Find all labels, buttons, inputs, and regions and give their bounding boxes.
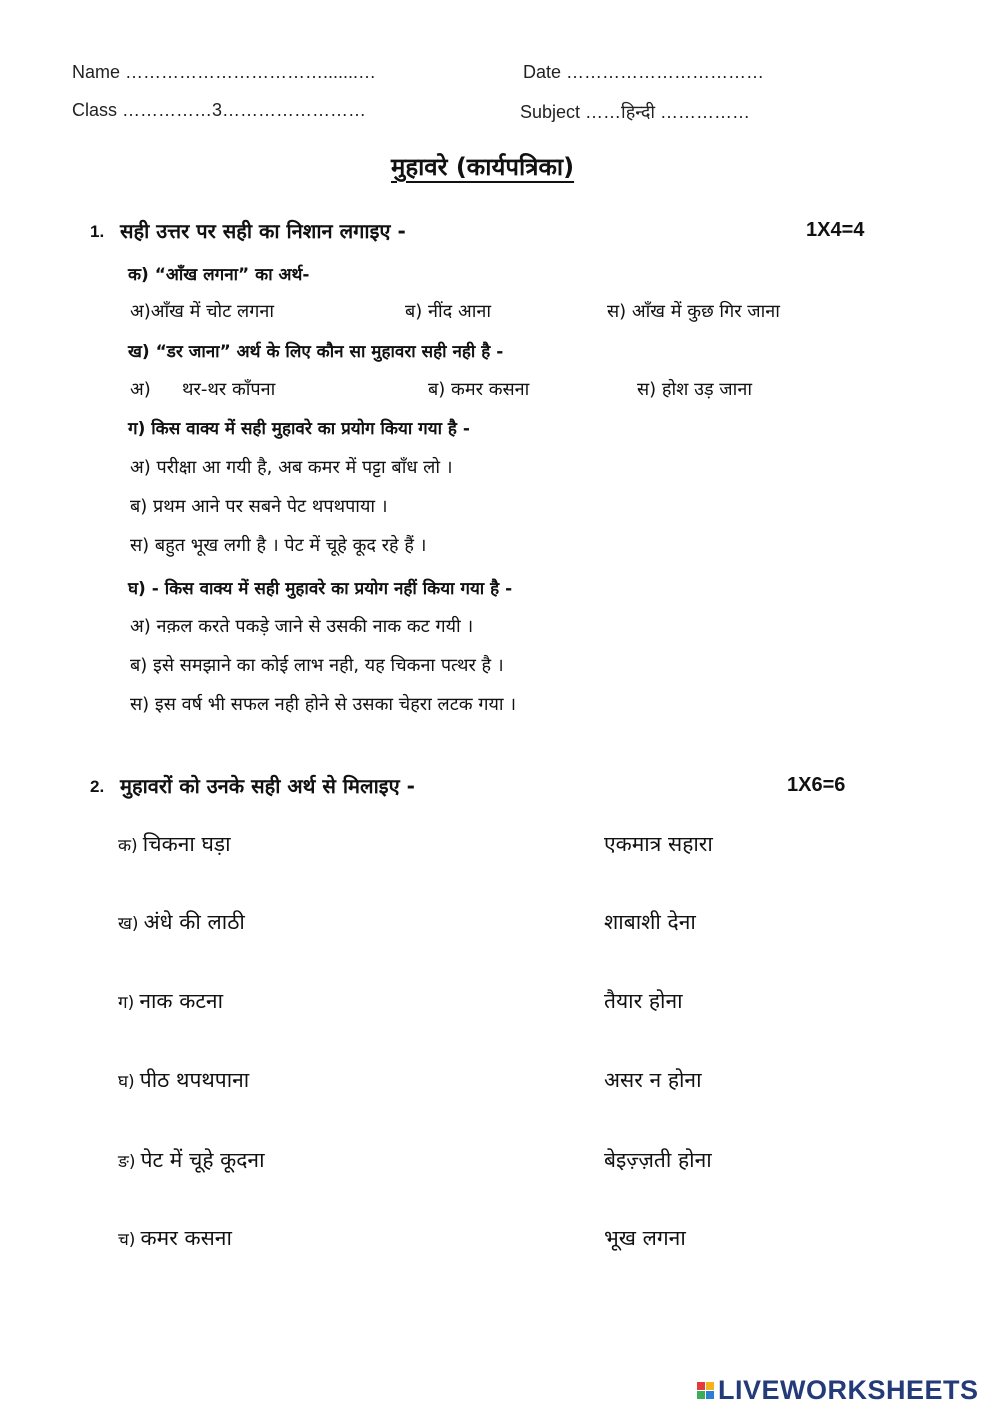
name-field[interactable]: Name …………………………….......… — [72, 62, 377, 82]
q1-ka-option-c[interactable]: स) आँख में कुछ गिर जाना — [607, 301, 780, 322]
match-left-label: घ) — [118, 1072, 135, 1092]
logo-square — [697, 1391, 705, 1399]
match-left-item[interactable] — [118, 1146, 265, 1174]
page-title: मुहावरे (कार्यपत्रिका) — [391, 153, 575, 181]
q1-heading: सही उत्तर पर सही का निशान लगाइए - — [120, 219, 406, 243]
match-right-item[interactable]: भूख लगना — [604, 1226, 686, 1250]
q1-number: 1. — [90, 222, 105, 241]
q1-kha-option-a[interactable]: थर-थर काँपना — [182, 379, 276, 400]
q1-kha-option-c[interactable]: स) होश उड़ जाना — [637, 379, 752, 400]
q1-ka-question: क) “आँख लगना” का अर्थ- — [128, 265, 310, 285]
q1-kha-option-b[interactable]: ब) कमर कसना — [428, 379, 530, 400]
match-right-item[interactable]: तैयार होना — [604, 989, 683, 1013]
q1-ga-option-a[interactable]: अ) परीक्षा आ गयी है, अब कमर में पट्टा बाँध लो । — [130, 457, 453, 478]
match-right-item[interactable]: शाबाशी देना — [604, 910, 696, 934]
q1-ga-question: ग) किस वाक्य में सही मुहावरे का प्रयोग किया गया है - — [128, 419, 470, 439]
match-left-text: चिकना घड़ा — [142, 832, 231, 856]
match-left-label: ख) — [118, 914, 139, 934]
q1-ka-option-b[interactable]: ब) नींद आना — [405, 301, 492, 322]
match-left-item[interactable] — [118, 1224, 232, 1252]
q1-ga-option-c[interactable]: स) बहुत भूख लगी है । पेट में चूहे कूद रहे हैं । — [130, 535, 427, 556]
class-field[interactable]: Class ……………3…………………… — [72, 100, 367, 120]
match-left-text: पेट में चूहे कूदना — [140, 1148, 265, 1172]
match-left-label: क) — [118, 836, 138, 856]
q1-marks: 1X4=4 — [806, 219, 865, 241]
q1-ka-option-a[interactable]: अ)आँख में चोट लगना — [130, 301, 274, 322]
q2-heading: मुहावरों को उनके सही अर्थ से मिलाइए - — [120, 774, 415, 798]
q2-marks: 1X6=6 — [787, 774, 846, 796]
match-left-item[interactable] — [118, 987, 223, 1015]
match-left-text: नाक कटना — [139, 989, 224, 1013]
liveworksheets-logo[interactable] — [697, 1375, 979, 1406]
match-left-label: ङ) — [118, 1152, 136, 1172]
match-left-item[interactable] — [118, 830, 231, 858]
match-left-item[interactable] — [118, 908, 245, 936]
match-right-item[interactable]: असर न होना — [604, 1068, 702, 1092]
logo-mark-icon — [697, 1382, 714, 1399]
match-right-item[interactable]: एकमात्र सहारा — [604, 832, 713, 856]
match-left-text: अंधे की लाठी — [143, 910, 245, 934]
q1-gha-option-a[interactable]: अ) नक़ल करते पकड़े जाने से उसकी नाक कट गयी । — [130, 616, 474, 637]
date-field[interactable]: Date …………………………… — [523, 62, 765, 82]
match-left-label: च) — [118, 1230, 136, 1250]
match-left-text: कमर कसना — [140, 1226, 232, 1250]
q1-ga-option-b[interactable]: ब) प्रथम आने पर सबने पेट थपथपाया । — [130, 496, 388, 517]
match-right-item[interactable]: बेइज़्ज़ती होना — [604, 1148, 712, 1172]
q2-number: 2. — [90, 777, 105, 796]
subject-field[interactable]: Subject ……हिन्दी …………… — [520, 102, 751, 122]
match-left-label: ग) — [118, 993, 135, 1013]
logo-square — [706, 1382, 714, 1390]
q1-gha-option-c[interactable]: स) इस वर्ष भी सफल नही होने से उसका चेहरा लटक गया । — [130, 694, 517, 715]
q1-gha-option-b[interactable]: ब) इसे समझाने का कोई लाभ नही, यह चिकना पत्थर है । — [130, 655, 504, 676]
match-left-item[interactable] — [118, 1066, 249, 1094]
logo-square — [697, 1382, 705, 1390]
match-left-text: पीठ थपथपाना — [139, 1068, 250, 1092]
q1-gha-question: घ) - किस वाक्य में सही मुहावरे का प्रयोग नहीं किया गया है - — [128, 579, 513, 599]
logo-square — [706, 1391, 714, 1399]
logo-text: LIVEWORKSHEETS — [718, 1375, 979, 1405]
q1-kha-question: ख) “डर जाना” अर्थ के लिए कौन सा मुहावरा सही नही है - — [128, 342, 504, 362]
q1-kha-option-a-label: अ) — [130, 379, 151, 400]
